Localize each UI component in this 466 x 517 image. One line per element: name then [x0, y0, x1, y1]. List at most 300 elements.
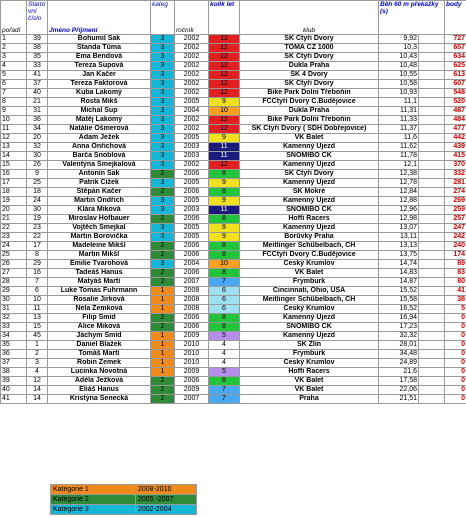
cell-kateg[interactable]: 3	[151, 53, 175, 62]
cell-startovni[interactable]: 36	[27, 116, 48, 125]
cell-klub[interactable]: SK Zlín	[240, 341, 379, 350]
cell-empty[interactable]	[419, 386, 445, 395]
cell-kateg[interactable]: 3	[151, 197, 175, 206]
header-body[interactable]: body	[445, 1, 466, 35]
cell-poradi[interactable]: 2	[1, 44, 27, 53]
cell-body[interactable]: 240	[445, 242, 466, 251]
cell-kolik-let[interactable]: 12	[209, 125, 240, 134]
cell-beh[interactable]: 10,43	[379, 53, 419, 62]
cell-beh[interactable]: 13,07	[379, 224, 419, 233]
header-kateg[interactable]: kateg	[151, 1, 175, 35]
cell-body[interactable]: 269	[445, 197, 466, 206]
cell-kolik-let[interactable]: 7	[209, 278, 240, 287]
cell-empty[interactable]	[419, 314, 445, 323]
cell-poradi[interactable]: 39	[1, 377, 27, 386]
cell-kolik-let[interactable]: 8	[209, 215, 240, 224]
cell-rocnik[interactable]: 2008	[175, 287, 209, 296]
cell-startovni[interactable]: 35	[27, 53, 48, 62]
cell-kolik-let[interactable]: 8	[209, 242, 240, 251]
cell-beh[interactable]: 13,75	[379, 251, 419, 260]
cell-klub[interactable]: Bike Park Dolní Třeboňin	[240, 116, 379, 125]
cell-poradi[interactable]: 34	[1, 332, 27, 341]
cell-body[interactable]: 80	[445, 278, 466, 287]
cell-beh[interactable]: 12,84	[379, 188, 419, 197]
cell-poradi[interactable]: 31	[1, 305, 27, 314]
cell-kolik-let[interactable]: 9	[209, 197, 240, 206]
cell-body[interactable]: 415	[445, 152, 466, 161]
cell-rocnik[interactable]: 2006	[175, 377, 209, 386]
cell-empty[interactable]	[419, 215, 445, 224]
cell-jmeno[interactable]: Jan Kačer	[48, 71, 151, 80]
cell-startovni[interactable]: 23	[27, 224, 48, 233]
cell-beh[interactable]: 12,38	[379, 170, 419, 179]
cell-empty[interactable]	[419, 188, 445, 197]
cell-klub[interactable]: Hoffi Racers	[240, 368, 379, 377]
cell-rocnik[interactable]: 2010	[175, 350, 209, 359]
cell-poradi[interactable]: 17	[1, 179, 27, 188]
cell-body[interactable]: 332	[445, 170, 466, 179]
cell-rocnik[interactable]: 2006	[175, 242, 209, 251]
cell-empty[interactable]	[419, 341, 445, 350]
cell-kateg[interactable]: 1	[151, 287, 175, 296]
cell-rocnik[interactable]: 2008	[175, 305, 209, 314]
cell-beh[interactable]: 13,13	[379, 242, 419, 251]
cell-jmeno[interactable]: Emilie Tvarohová	[48, 260, 151, 269]
cell-poradi[interactable]: 3	[1, 53, 27, 62]
header-beh[interactable]: Běh 60 m překážky (s)	[379, 1, 445, 35]
header-kolik-let[interactable]: kolik let	[209, 1, 240, 35]
cell-jmeno[interactable]: Luke Tomas Fuhrmann	[48, 287, 151, 296]
cell-kateg[interactable]: 2	[151, 377, 175, 386]
cell-empty[interactable]	[419, 305, 445, 314]
cell-kateg[interactable]: 2	[151, 242, 175, 251]
cell-empty[interactable]	[419, 143, 445, 152]
cell-rocnik[interactable]: 2003	[175, 143, 209, 152]
cell-poradi[interactable]: 22	[1, 224, 27, 233]
cell-body[interactable]: 0	[445, 314, 466, 323]
cell-klub[interactable]: Český Krumlov	[240, 260, 379, 269]
cell-body[interactable]: 442	[445, 134, 466, 143]
cell-beh[interactable]: 34,48	[379, 350, 419, 359]
cell-body[interactable]: 727	[445, 35, 466, 44]
cell-poradi[interactable]: 24	[1, 242, 27, 251]
cell-poradi[interactable]: 8	[1, 98, 27, 107]
cell-body[interactable]: 0	[445, 368, 466, 377]
cell-rocnik[interactable]: 2010	[175, 341, 209, 350]
cell-rocnik[interactable]: 2005	[175, 197, 209, 206]
cell-rocnik[interactable]: 2003	[175, 152, 209, 161]
cell-rocnik[interactable]: 2009	[175, 368, 209, 377]
cell-jmeno[interactable]: Madeleine Mikšl	[48, 242, 151, 251]
cell-poradi[interactable]: 27	[1, 269, 27, 278]
cell-klub[interactable]: TOMA CZ 1000	[240, 44, 379, 53]
cell-rocnik[interactable]: 2002	[175, 44, 209, 53]
cell-body[interactable]: 0	[445, 350, 466, 359]
cell-rocnik[interactable]: 2008	[175, 296, 209, 305]
cell-poradi[interactable]: 4	[1, 62, 27, 71]
cell-kolik-let[interactable]: 12	[209, 89, 240, 98]
cell-startovni[interactable]: 26	[27, 161, 48, 170]
cell-rocnik[interactable]: 2005	[175, 233, 209, 242]
cell-body[interactable]: 439	[445, 143, 466, 152]
cell-beh[interactable]: 14,87	[379, 278, 419, 287]
cell-kolik-let[interactable]: 6	[209, 287, 240, 296]
cell-jmeno[interactable]: Klára Miková	[48, 206, 151, 215]
cell-kolik-let[interactable]: 9	[209, 179, 240, 188]
cell-poradi[interactable]: 32	[1, 314, 27, 323]
cell-poradi[interactable]: 21	[1, 215, 27, 224]
cell-rocnik[interactable]: 2005	[175, 179, 209, 188]
cell-jmeno[interactable]: Alice Miková	[48, 323, 151, 332]
cell-kateg[interactable]: 3	[151, 35, 175, 44]
cell-body[interactable]: 0	[445, 359, 466, 368]
cell-klub[interactable]: Dukla Praha	[240, 107, 379, 116]
cell-empty[interactable]	[419, 80, 445, 89]
cell-klub[interactable]: VK Balet	[240, 269, 379, 278]
cell-startovni[interactable]: 20	[27, 134, 48, 143]
cell-kolik-let[interactable]: 11	[209, 143, 240, 152]
cell-poradi[interactable]: 7	[1, 89, 27, 98]
cell-body[interactable]: 257	[445, 215, 466, 224]
cell-kolik-let[interactable]: 8	[209, 323, 240, 332]
cell-startovni[interactable]: 3	[27, 359, 48, 368]
cell-rocnik[interactable]: 2005	[175, 98, 209, 107]
cell-klub[interactable]: Kamenný Újezd	[240, 161, 379, 170]
cell-startovni[interactable]: 31	[27, 107, 48, 116]
cell-startovni[interactable]: 19	[27, 215, 48, 224]
cell-empty[interactable]	[419, 395, 445, 404]
cell-startovni[interactable]: 14	[27, 395, 48, 404]
cell-empty[interactable]	[419, 377, 445, 386]
cell-empty[interactable]	[419, 71, 445, 80]
cell-jmeno[interactable]: Nela Zemková	[48, 305, 151, 314]
cell-beh[interactable]: 12,1	[379, 161, 419, 170]
cell-kolik-let[interactable]: 7	[209, 386, 240, 395]
cell-empty[interactable]	[419, 152, 445, 161]
header-rocnik[interactable]: ročník	[175, 1, 209, 35]
cell-kateg[interactable]: 3	[151, 71, 175, 80]
cell-poradi[interactable]: 30	[1, 296, 27, 305]
cell-klub[interactable]: Meitlinger Schübelbach, CH	[240, 296, 379, 305]
cell-jmeno[interactable]: Adam Ježek	[48, 134, 151, 143]
cell-kolik-let[interactable]: 12	[209, 71, 240, 80]
cell-jmeno[interactable]: Natálie Ošmerová	[48, 125, 151, 134]
cell-kateg[interactable]: 3	[151, 179, 175, 188]
cell-rocnik[interactable]: 2002	[175, 80, 209, 89]
cell-kateg[interactable]: 3	[151, 89, 175, 98]
cell-empty[interactable]	[419, 287, 445, 296]
cell-body[interactable]: 548	[445, 89, 466, 98]
cell-rocnik[interactable]: 2007	[175, 395, 209, 404]
cell-jmeno[interactable]: Daniel Blažek	[48, 341, 151, 350]
cell-klub[interactable]: Kamenný Újezd	[240, 332, 379, 341]
cell-startovni[interactable]: 1	[27, 341, 48, 350]
cell-body[interactable]: 83	[445, 269, 466, 278]
cell-empty[interactable]	[419, 116, 445, 125]
cell-poradi[interactable]: 35	[1, 341, 27, 350]
cell-poradi[interactable]: 5	[1, 71, 27, 80]
cell-jmeno[interactable]: Rosta Mikš	[48, 98, 151, 107]
cell-kateg[interactable]: 3	[151, 206, 175, 215]
cell-jmeno[interactable]: Eliáš Hanus	[48, 386, 151, 395]
cell-empty[interactable]	[419, 170, 445, 179]
cell-body[interactable]: 0	[445, 332, 466, 341]
cell-body[interactable]: 38	[445, 296, 466, 305]
cell-kateg[interactable]: 1	[151, 368, 175, 377]
cell-poradi[interactable]: 11	[1, 125, 27, 134]
cell-beh[interactable]: 11,78	[379, 152, 419, 161]
cell-beh[interactable]: 12,98	[379, 215, 419, 224]
cell-klub[interactable]: FCČtyři Dvory Č.Budějovice	[240, 98, 379, 107]
cell-beh[interactable]: 11,62	[379, 143, 419, 152]
cell-empty[interactable]	[419, 368, 445, 377]
cell-klub[interactable]: SK Čtyři Dvory	[240, 53, 379, 62]
cell-body[interactable]: 484	[445, 116, 466, 125]
cell-empty[interactable]	[419, 206, 445, 215]
cell-empty[interactable]	[419, 359, 445, 368]
cell-poradi[interactable]: 23	[1, 233, 27, 242]
cell-rocnik[interactable]: 2006	[175, 215, 209, 224]
cell-beh[interactable]: 11,31	[379, 107, 419, 116]
cell-kolik-let[interactable]: 6	[209, 305, 240, 314]
cell-kateg[interactable]: 2	[151, 188, 175, 197]
cell-body[interactable]: 41	[445, 287, 466, 296]
cell-rocnik[interactable]: 2002	[175, 125, 209, 134]
cell-body[interactable]: 487	[445, 107, 466, 116]
cell-empty[interactable]	[419, 350, 445, 359]
cell-rocnik[interactable]: 2006	[175, 251, 209, 260]
cell-beh[interactable]: 10,58	[379, 80, 419, 89]
cell-body[interactable]: 0	[445, 395, 466, 404]
cell-rocnik[interactable]: 2006	[175, 188, 209, 197]
cell-startovni[interactable]: 40	[27, 89, 48, 98]
cell-rocnik[interactable]: 2002	[175, 53, 209, 62]
cell-kolik-let[interactable]: 4	[209, 341, 240, 350]
cell-jmeno[interactable]: Barča Šnoblová	[48, 152, 151, 161]
cell-beh[interactable]: 11,33	[379, 116, 419, 125]
cell-kolik-let[interactable]: 11	[209, 152, 240, 161]
cell-body[interactable]: 520	[445, 98, 466, 107]
cell-startovni[interactable]: 13	[27, 314, 48, 323]
cell-klub[interactable]: Praha	[240, 395, 379, 404]
cell-kateg[interactable]: 3	[151, 152, 175, 161]
cell-kolik-let[interactable]: 4	[209, 350, 240, 359]
cell-kolik-let[interactable]: 4	[209, 359, 240, 368]
cell-poradi[interactable]: 19	[1, 197, 27, 206]
cell-rocnik[interactable]: 2002	[175, 71, 209, 80]
cell-empty[interactable]	[419, 107, 445, 116]
cell-kolik-let[interactable]: 12	[209, 35, 240, 44]
cell-kateg[interactable]: 2	[151, 170, 175, 179]
cell-empty[interactable]	[419, 323, 445, 332]
cell-poradi[interactable]: 15	[1, 161, 27, 170]
cell-startovni[interactable]: 33	[27, 62, 48, 71]
cell-rocnik[interactable]: 2003	[175, 206, 209, 215]
cell-rocnik[interactable]: 2006	[175, 314, 209, 323]
cell-klub[interactable]: ŠNOMÍBO ČK	[240, 323, 379, 332]
cell-jmeno[interactable]: Miroslav Hofbauer	[48, 215, 151, 224]
cell-rocnik[interactable]: 2010	[175, 359, 209, 368]
cell-klub[interactable]: Frymburk	[240, 278, 379, 287]
cell-klub[interactable]: SK Čtyři Dvory	[240, 170, 379, 179]
cell-empty[interactable]	[419, 179, 445, 188]
cell-kolik-let[interactable]: 12	[209, 161, 240, 170]
cell-startovni[interactable]: 4	[27, 368, 48, 377]
cell-kateg[interactable]: 1	[151, 296, 175, 305]
cell-kolik-let[interactable]: 8	[209, 251, 240, 260]
cell-startovni[interactable]: 32	[27, 143, 48, 152]
cell-empty[interactable]	[419, 89, 445, 98]
cell-poradi[interactable]: 16	[1, 170, 27, 179]
cell-kateg[interactable]: 3	[151, 161, 175, 170]
cell-klub[interactable]: Kamenný Újezd	[240, 143, 379, 152]
cell-empty[interactable]	[419, 161, 445, 170]
cell-jmeno[interactable]: Martin Borovička	[48, 233, 151, 242]
cell-empty[interactable]	[419, 251, 445, 260]
cell-klub[interactable]: Kamenný Újezd	[240, 224, 379, 233]
cell-klub[interactable]: Frymburk	[240, 350, 379, 359]
cell-kolik-let[interactable]: 10	[209, 107, 240, 116]
cell-body[interactable]: 0	[445, 323, 466, 332]
cell-startovni[interactable]: 9	[27, 170, 48, 179]
cell-rocnik[interactable]: 2002	[175, 89, 209, 98]
cell-jmeno[interactable]: Matěj Lakomý	[48, 116, 151, 125]
cell-poradi[interactable]: 26	[1, 260, 27, 269]
cell-kolik-let[interactable]: 8	[209, 188, 240, 197]
cell-body[interactable]: 0	[445, 377, 466, 386]
cell-kateg[interactable]: 2	[151, 251, 175, 260]
cell-empty[interactable]	[419, 134, 445, 143]
cell-rocnik[interactable]: 2005	[175, 134, 209, 143]
cell-empty[interactable]	[419, 278, 445, 287]
cell-kateg[interactable]: 2	[151, 215, 175, 224]
cell-klub[interactable]: Hoffi Racers	[240, 215, 379, 224]
cell-rocnik[interactable]: 2002	[175, 62, 209, 71]
cell-jmeno[interactable]: Kristýna Senecká	[48, 395, 151, 404]
cell-klub[interactable]: Český Krumlov	[240, 305, 379, 314]
cell-jmeno[interactable]: Štěpán Kačer	[48, 188, 151, 197]
cell-klub[interactable]: VK Balet	[240, 386, 379, 395]
cell-startovni[interactable]: 6	[27, 287, 48, 296]
cell-klub[interactable]: VK Balet	[240, 134, 379, 143]
cell-startovni[interactable]: 21	[27, 98, 48, 107]
cell-klub[interactable]: Cincinnati, Ohio, USA	[240, 287, 379, 296]
cell-beh[interactable]: 14,74	[379, 260, 419, 269]
cell-empty[interactable]	[419, 224, 445, 233]
cell-poradi[interactable]: 13	[1, 143, 27, 152]
cell-klub[interactable]: Dukla Praha	[240, 62, 379, 71]
cell-empty[interactable]	[419, 62, 445, 71]
cell-empty[interactable]	[419, 332, 445, 341]
cell-startovni[interactable]: 22	[27, 233, 48, 242]
cell-body[interactable]: 607	[445, 80, 466, 89]
cell-beh[interactable]: 11,1	[379, 98, 419, 107]
cell-body[interactable]: 174	[445, 251, 466, 260]
cell-jmeno[interactable]: Filip Šmíd	[48, 314, 151, 323]
cell-rocnik[interactable]: 2009	[175, 332, 209, 341]
cell-beh[interactable]: 16,52	[379, 305, 419, 314]
cell-poradi[interactable]: 28	[1, 278, 27, 287]
cell-kolik-let[interactable]: 11	[209, 206, 240, 215]
cell-kateg[interactable]: 2	[151, 269, 175, 278]
cell-body[interactable]: 613	[445, 71, 466, 80]
cell-startovni[interactable]: 7	[27, 278, 48, 287]
cell-beh[interactable]: 21,51	[379, 395, 419, 404]
cell-kolik-let[interactable]: 5	[209, 332, 240, 341]
cell-poradi[interactable]: 25	[1, 251, 27, 260]
cell-beh[interactable]: 9,92	[379, 35, 419, 44]
cell-kolik-let[interactable]: 12	[209, 80, 240, 89]
cell-empty[interactable]	[419, 98, 445, 107]
cell-poradi[interactable]: 18	[1, 188, 27, 197]
cell-jmeno[interactable]: Patrik Čížek	[48, 179, 151, 188]
cell-empty[interactable]	[419, 296, 445, 305]
cell-klub[interactable]: ŠNOMÍBO ČK	[240, 206, 379, 215]
cell-jmeno[interactable]: Lucinka Novotná	[48, 368, 151, 377]
cell-body[interactable]: 370	[445, 161, 466, 170]
cell-empty[interactable]	[419, 125, 445, 134]
cell-beh[interactable]: 10,55	[379, 71, 419, 80]
cell-jmeno[interactable]: Rosalie Jirková	[48, 296, 151, 305]
cell-jmeno[interactable]: Bohumil Šak	[48, 35, 151, 44]
cell-beh[interactable]: 11,6	[379, 134, 419, 143]
cell-kateg[interactable]: 3	[151, 260, 175, 269]
cell-kolik-let[interactable]: 12	[209, 116, 240, 125]
cell-jmeno[interactable]: Martin Ondřich	[48, 197, 151, 206]
cell-body[interactable]: 89	[445, 260, 466, 269]
cell-beh[interactable]: 21,6	[379, 368, 419, 377]
cell-jmeno[interactable]: Tereza Faktorová	[48, 80, 151, 89]
cell-body[interactable]: 259	[445, 206, 466, 215]
cell-beh[interactable]: 10,3	[379, 44, 419, 53]
cell-empty[interactable]	[419, 269, 445, 278]
cell-beh[interactable]: 12,78	[379, 179, 419, 188]
cell-beh[interactable]: 15,58	[379, 296, 419, 305]
cell-klub[interactable]: Kamenný Újezd	[240, 314, 379, 323]
cell-kateg[interactable]: 1	[151, 350, 175, 359]
cell-rocnik[interactable]: 2006	[175, 170, 209, 179]
cell-poradi[interactable]: 33	[1, 323, 27, 332]
cell-body[interactable]: 274	[445, 188, 466, 197]
cell-beh[interactable]: 11,37	[379, 125, 419, 134]
cell-rocnik[interactable]: 2002	[175, 116, 209, 125]
cell-rocnik[interactable]: 2002	[175, 161, 209, 170]
cell-beh[interactable]: 28,01	[379, 341, 419, 350]
cell-poradi[interactable]: 29	[1, 287, 27, 296]
cell-rocnik[interactable]: 2007	[175, 278, 209, 287]
cell-startovni[interactable]: 24	[27, 197, 48, 206]
cell-empty[interactable]	[419, 242, 445, 251]
cell-jmeno[interactable]: Matyáš Martí	[48, 278, 151, 287]
cell-kolik-let[interactable]: 6	[209, 296, 240, 305]
cell-kateg[interactable]: 3	[151, 134, 175, 143]
cell-kolik-let[interactable]: 12	[209, 62, 240, 71]
cell-startovni[interactable]: 14	[27, 386, 48, 395]
cell-startovni[interactable]: 17	[27, 242, 48, 251]
cell-body[interactable]: 477	[445, 125, 466, 134]
cell-kolik-let[interactable]: 5	[209, 368, 240, 377]
cell-jmeno[interactable]: Michal Šup	[48, 107, 151, 116]
cell-jmeno[interactable]: Tereza Šupová	[48, 62, 151, 71]
cell-beh[interactable]: 12,96	[379, 206, 419, 215]
cell-startovni[interactable]: 41	[27, 71, 48, 80]
cell-jmeno[interactable]: Martin Mikšl	[48, 251, 151, 260]
cell-jmeno[interactable]: Tomáš Martí	[48, 350, 151, 359]
cell-startovni[interactable]: 11	[27, 305, 48, 314]
cell-klub[interactable]: Kamenný Újezd	[240, 179, 379, 188]
cell-beh[interactable]: 10,48	[379, 62, 419, 71]
cell-klub[interactable]: SK Čtyři Dvory	[240, 35, 379, 44]
